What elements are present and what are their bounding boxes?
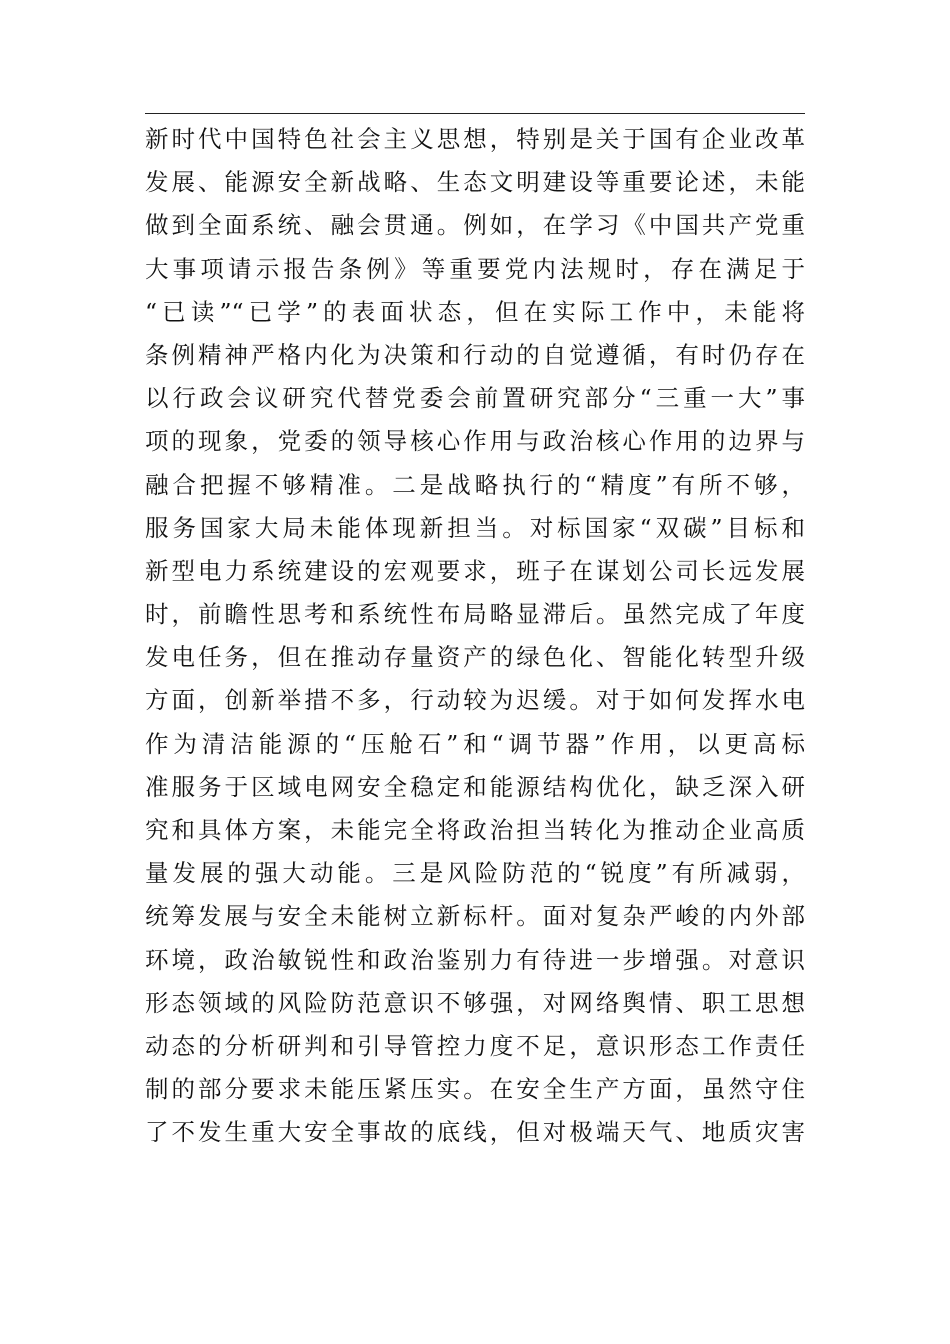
text-line: 究和具体方案，未能完全将政治担当转化为推动企业高质: [145, 816, 805, 844]
text-line: 条例精神严格内化为决策和行动的自觉遵循，有时仍存在: [145, 340, 805, 369]
text-line: 发展、能源安全新战略、生态文明建设等重要论述，未能: [145, 168, 805, 197]
text-line: 了不发生重大安全事故的底线，但对极端天气、地质灾害: [145, 1118, 805, 1147]
text-line: 动态的分析研判和引导管控力度不足，意识形态工作责任: [145, 1031, 805, 1060]
text-line: 以行政会议研究代替党委会前置研究部分“三重一大”事: [145, 384, 805, 413]
text-line: 融合把握不够精准。二是战略执行的“精度”有所不够，: [145, 470, 805, 499]
text-line: 新型电力系统建设的宏观要求，班子在谋划公司长远发展: [145, 556, 805, 585]
text-line: 环境，政治敏锐性和政治鉴别力有待进一步增强。对意识: [145, 945, 805, 974]
text-line: 项的现象，党委的领导核心作用与政治核心作用的边界与: [145, 427, 805, 456]
text-line: 时，前瞻性思考和系统性布局略显滞后。虽然完成了年度: [145, 600, 805, 629]
text-line: 准服务于区域电网安全稳定和能源结构优化，缺乏深入研: [145, 772, 805, 801]
text-line: 量发展的强大动能。三是风险防范的“锐度”有所减弱，: [145, 859, 805, 888]
text-line: 服务国家大局未能体现新担当。对标国家“双碳”目标和: [145, 513, 805, 542]
text-line: “已读”“已学”的表面状态，但在实际工作中，未能将: [145, 297, 805, 326]
text-line: 作为清洁能源的“压舱石”和“调节器”作用，以更高标: [145, 729, 805, 758]
text-line: 发电任务，但在推动存量资产的绿色化、智能化转型升级: [145, 643, 805, 672]
header-rule: [145, 113, 805, 114]
text-line: 新时代中国特色社会主义思想，特别是关于国有企业改革: [145, 125, 805, 153]
text-line: 制的部分要求未能压紧压实。在安全生产方面，虽然守住: [145, 1075, 805, 1104]
text-line: 大事项请示报告条例》等重要党内法规时，存在满足于: [145, 254, 805, 283]
text-line: 做到全面系统、融会贯通。例如，在学习《中国共产党重: [145, 211, 805, 240]
document-body: [145, 118, 805, 1155]
text-line: 方面，创新举措不多，行动较为迟缓。对于如何发挥水电: [145, 686, 805, 715]
text-line: 统筹发展与安全未能树立新标杆。面对复杂严峻的内外部: [145, 902, 805, 931]
text-line: 形态领域的风险防范意识不够强，对网络舆情、职工思想: [145, 988, 805, 1017]
